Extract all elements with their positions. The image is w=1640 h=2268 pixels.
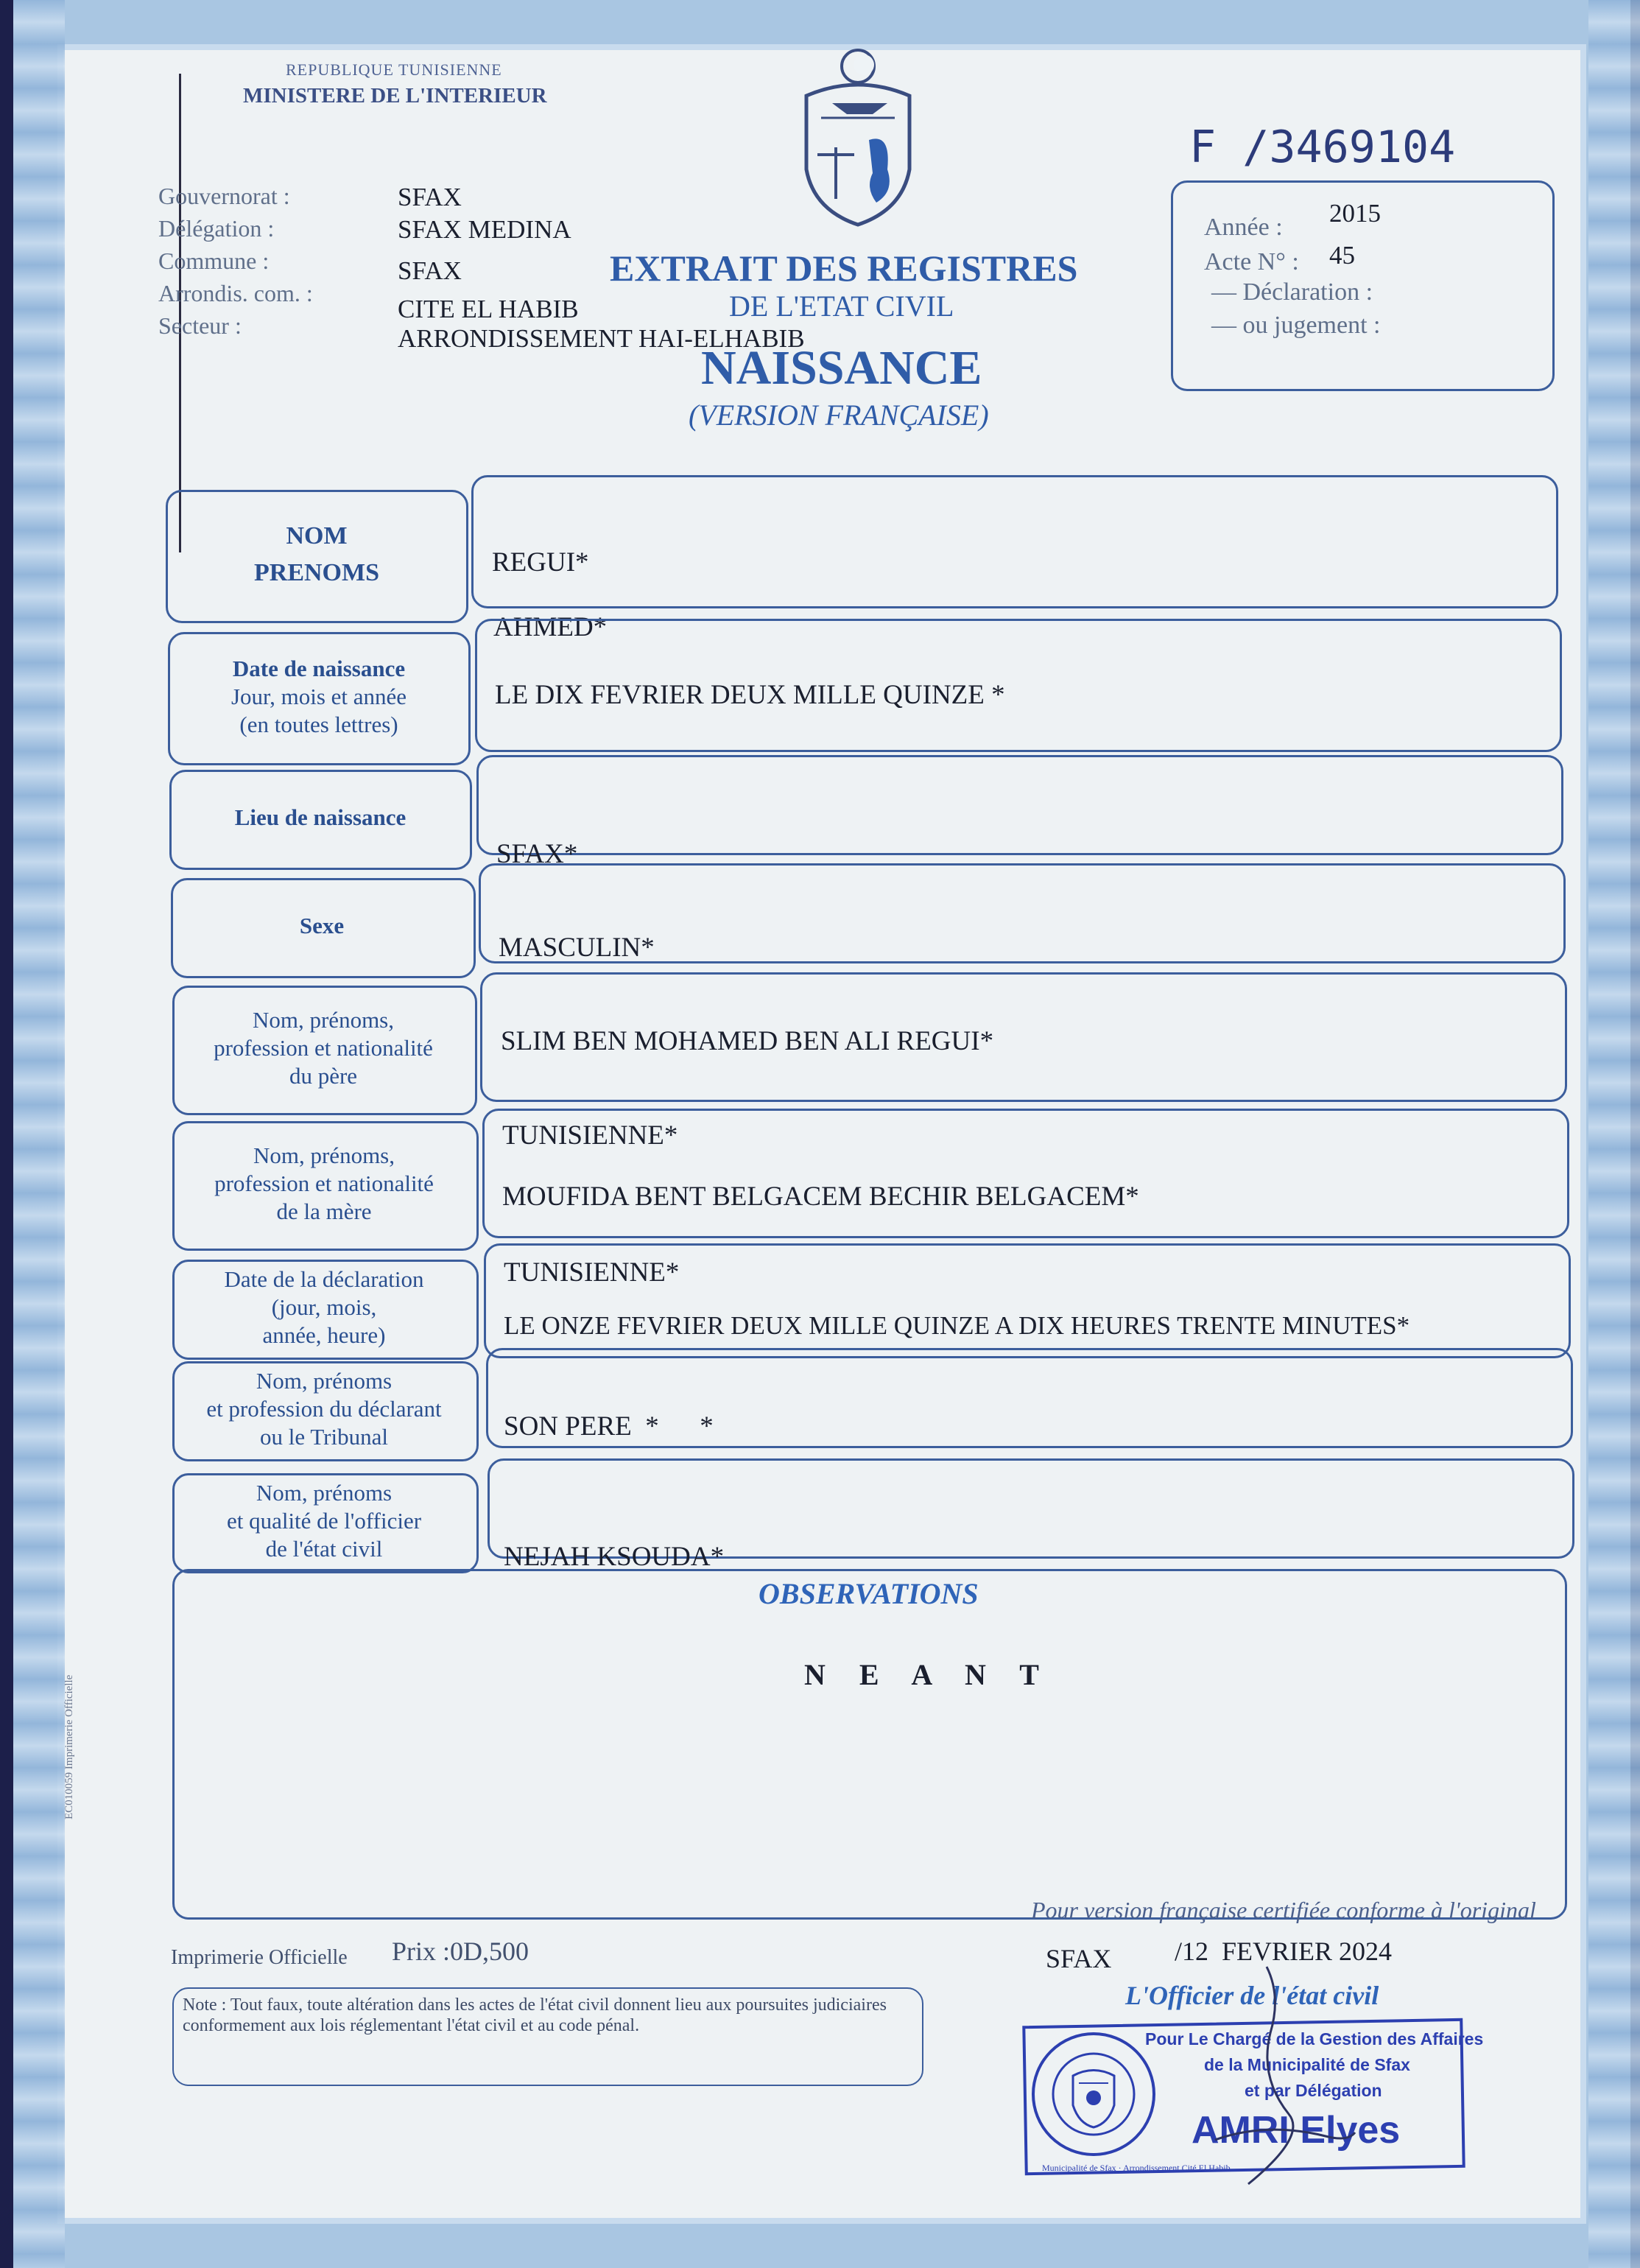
commune-value: SFAX (398, 256, 462, 285)
sector-value: ARRONDISSEMENT HAI-ELHABIB (398, 324, 805, 353)
republic-label: REPUBLIQUE TUNISIENNE (286, 60, 502, 79)
delegation-label: Délégation : (158, 215, 275, 242)
label-prenoms: PRENOMS (254, 558, 379, 586)
arrondissement-label: Arrondis. com. : (158, 280, 313, 306)
ministry-label: MINISTERE DE L'INTERIEUR (243, 84, 547, 108)
side-print-code: EC010059 Imprimerie Officielle (63, 1674, 75, 1819)
stamp-line-1: Pour Le Chargé de la Gestion des Affaires (1145, 2029, 1484, 2048)
birthdate-value: LE DIX FEVRIER DEUX MILLE QUINZE * (495, 680, 1005, 710)
left-guilloche-border (13, 0, 65, 2268)
label-declaration-3: année, heure) (262, 1322, 386, 1348)
arrondissement-value: CITE EL HABIB (398, 295, 579, 323)
row-declarant-label (172, 1361, 476, 1457)
label-mother-1: Nom, prénoms, (253, 1142, 395, 1168)
observations-box (172, 1569, 1567, 1920)
birthplace-value: SFAX* (496, 839, 578, 869)
row-birthdate-label (168, 632, 470, 761)
label-birthdate-sub1: Jour, mois et année (230, 683, 407, 709)
label-declaration-1: Date de la déclaration (224, 1266, 424, 1292)
stamp-name: AMRI Elyes (1192, 2109, 1401, 2152)
label-officer-1: Nom, prénoms (256, 1480, 393, 1506)
label-birthdate: Date de naissance (232, 655, 406, 681)
stamp-line-3: et par Délégation (1245, 2081, 1382, 2100)
observations-value: N E A N T (804, 1658, 1052, 1691)
date-value: /12 FEVRIER 2024 (1175, 1937, 1393, 1966)
label-mother-2: profession et nationalité (214, 1170, 434, 1196)
observations-title: OBSERVATIONS (759, 1577, 979, 1610)
row-sex-label (171, 878, 473, 974)
municipality-seal-icon (1027, 2024, 1160, 2164)
coat-of-arms-emblem (792, 44, 924, 228)
row-declaration-label (172, 1260, 476, 1355)
title-version: (VERSION FRANÇAISE) (689, 399, 989, 432)
label-officer-3: de l'état civil (265, 1536, 383, 1562)
father-nationality: TUNISIENNE* (502, 1120, 678, 1151)
sector-label: Secteur : (158, 312, 242, 339)
governorate-value: SFAX (398, 183, 462, 211)
label-declarant-1: Nom, prénoms (256, 1368, 393, 1394)
declarant-value: SON PERE * * (504, 1411, 714, 1442)
governorate-label: Gouvernorat : (158, 183, 290, 209)
firstname-value: AHMED* (493, 612, 608, 642)
printer-label: Imprimerie Officielle (171, 1946, 348, 1969)
acte-number-label: Acte N° : (1204, 248, 1299, 275)
commune-label: Commune : (158, 247, 270, 274)
row-birthplace-label (169, 770, 471, 866)
label-father-2: profession et nationalité (214, 1035, 433, 1061)
mother-value: MOUFIDA BENT BELGACEM BECHIR BELGACEM* (502, 1182, 1139, 1212)
row-officer-label (172, 1473, 476, 1569)
label-father-1: Nom, prénoms, (252, 1007, 394, 1033)
row-father-label (172, 986, 474, 1111)
delegation-value: SFAX MEDINA (398, 215, 571, 244)
declaration-label: — Déclaration : (1211, 278, 1373, 306)
father-value: SLIM BEN MOHAMED BEN ALI REGUI* (501, 1026, 994, 1056)
row-name-value-box (471, 475, 1558, 608)
year-value: 2015 (1329, 199, 1381, 228)
certified-text: Pour version française certifiée conforme à l'original (1031, 1897, 1536, 1923)
title-naissance: NAISSANCE (701, 341, 982, 395)
right-guilloche-border (1588, 0, 1640, 2268)
stamp-line-2: de la Municipalité de Sfax (1204, 2055, 1410, 2074)
row-mother-label (172, 1121, 476, 1246)
label-mother-3: de la mère (276, 1198, 372, 1224)
surname-value: REGUI* (492, 547, 589, 577)
row-declaration-value-box (484, 1243, 1571, 1358)
price-label: Prix :0D,500 (392, 1937, 529, 1966)
declaration-value: LE ONZE FEVRIER DEUX MILLE QUINZE A DIX HEURES TRENTE MINUTES* (504, 1311, 1410, 1340)
row-name-label (166, 490, 468, 619)
legal-note-text: Note : Tout faux, toute altération dans les actes de l'état civil donnent lieu aux poursuites judiciaires conformement aux lois réglementant l'état civil et au code pénal. (183, 1995, 887, 2035)
mother-nationality: TUNISIENNE* (504, 1257, 680, 1288)
officer-value: NEJAH KSOUDA* (504, 1542, 725, 1572)
label-father-3: du père (289, 1063, 358, 1089)
label-birthplace: Lieu de naissance (234, 804, 407, 830)
title-etat-civil: DE L'ETAT CIVIL (729, 289, 954, 323)
label-officer-2: et qualité de l'officier (226, 1508, 422, 1534)
label-declarant-2: et profession du déclarant (206, 1396, 442, 1422)
place-value: SFAX (1046, 1944, 1112, 1973)
sex-value: MASCULIN* (499, 933, 655, 963)
judgement-label: — ou jugement : (1211, 312, 1381, 339)
title-registers: EXTRAIT DES REGISTRES (610, 247, 1078, 289)
year-label: Année : (1204, 214, 1283, 241)
seal-ring-text: Municipalité de Sfax · Arrondissement Cité El Habib (1042, 2163, 1231, 2173)
label-sex: Sexe (299, 913, 345, 938)
label-declaration-2: (jour, mois, (271, 1294, 377, 1320)
label-nom: NOM (286, 522, 348, 550)
label-birthdate-sub2: (en toutes lettres) (239, 711, 398, 737)
row-mother-value-box (482, 1109, 1569, 1238)
serial-number: F /3469104 (1189, 122, 1456, 173)
signature-mark (1178, 1952, 1370, 2195)
officer-title: L'Officier de l'état civil (1125, 1981, 1379, 2010)
row-birthplace-value-box (476, 755, 1563, 855)
acte-number-value: 45 (1329, 241, 1355, 270)
label-declarant-3: ou le Tribunal (260, 1424, 388, 1450)
